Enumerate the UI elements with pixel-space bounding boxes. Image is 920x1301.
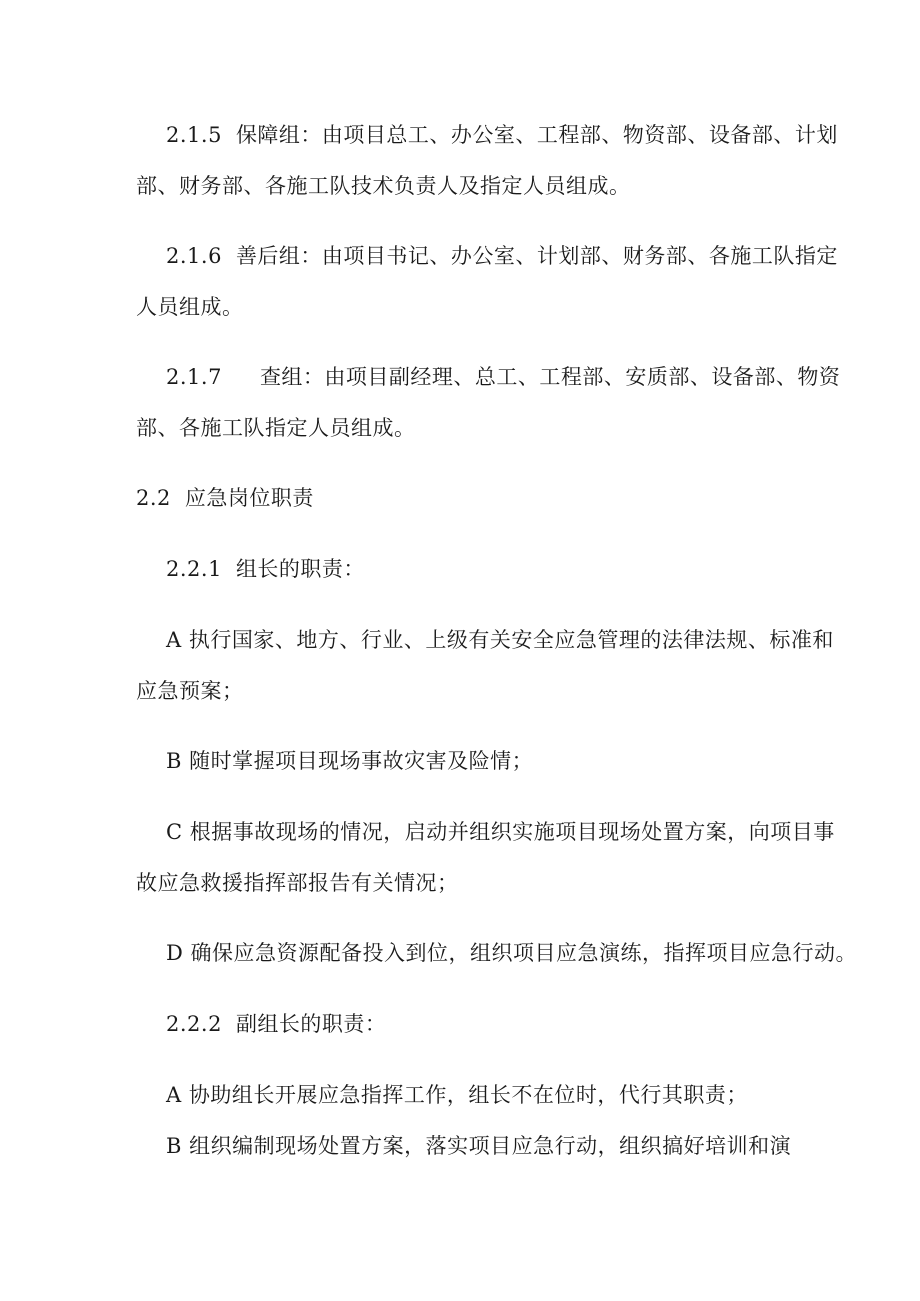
section-2-1-5-line2: 部、财务部、各施工队技术负责人及指定人员组成。	[136, 174, 631, 198]
section-title: 副组长的职责：	[235, 1012, 387, 1036]
section-title: 组长的职责：	[235, 557, 365, 581]
section-text: 保障组：由项目总工、办公室、工程部、物资部、设备部、计划	[235, 123, 838, 147]
leader-duty-d: D 确保应急资源配备投入到位，组织项目应急演练，指挥项目应急行动。	[166, 941, 858, 965]
section-2-1-6-line2: 人员组成。	[136, 295, 244, 319]
section-2-1-6-line1	[166, 241, 838, 271]
leader-duty-b: B 随时掌握项目现场事故灾害及险情；	[166, 749, 534, 773]
section-title: 应急岗位职责	[184, 486, 314, 510]
section-number: 2.1.6	[166, 244, 222, 268]
section-2-1-7-line2: 部、各施工队指定人员组成。	[136, 416, 416, 440]
section-number: 2.1.5	[166, 123, 222, 147]
section-2-1-7-line1	[166, 362, 840, 392]
leader-duty-a-line1: A 执行国家、地方、行业、上级有关安全应急管理的法律法规、标准和	[166, 628, 834, 652]
leader-duty-c-line1: C 根据事故现场的情况，启动并组织实施项目现场处置方案，向项目事	[166, 820, 835, 844]
section-number: 2.2	[136, 486, 171, 510]
section-2-2-2-heading	[166, 1009, 386, 1039]
section-2-2-1-heading	[166, 554, 365, 584]
section-2-1-5-line1	[166, 120, 838, 150]
section-number: 2.1.7	[166, 365, 222, 389]
section-number: 2.2.1	[166, 557, 222, 581]
leader-duty-a-line2: 应急预案；	[136, 679, 244, 703]
section-text: 善后组：由项目书记、办公室、计划部、财务部、各施工队指定	[235, 244, 838, 268]
section-text: 查组：由项目副经理、总工、工程部、安质部、设备部、物资	[259, 365, 841, 389]
section-number: 2.2.2	[166, 1012, 222, 1036]
section-2-2-heading	[136, 483, 314, 513]
deputy-duty-a: A 协助组长开展应急指挥工作，组长不在位时，代行其职责；	[166, 1083, 748, 1107]
leader-duty-c-line2: 故应急救援指挥部报告有关情况；	[136, 871, 459, 895]
deputy-duty-b: B 组织编制现场处置方案，落实项目应急行动，组织搞好培训和演	[166, 1134, 792, 1158]
